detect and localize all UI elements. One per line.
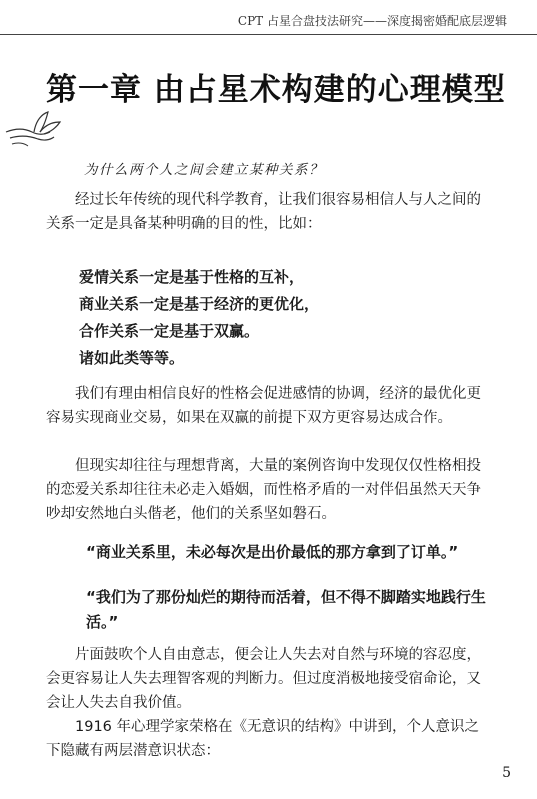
header-divider: [0, 34, 537, 35]
page-number: 5: [502, 765, 511, 781]
list-item: 商业关系一定是基于经济的更优化，: [79, 295, 320, 313]
paragraph: 片面鼓吹个人自由意志，便会让人失去对自然与环境的容忍度，会更容易让人失去理智客观的判断力。但过度消极地接受宿命论，又会让人失去自我价值。: [46, 647, 481, 711]
paragraph: 我们有理由相信良好的性格会促进感情的协调，经济的最优化更容易实现商业交易，如果在双赢的前提下双方更容易达成合作。: [46, 386, 481, 426]
paragraph: 经过长年传统的现代科学教育，让我们很容易相信人与人之间的关系一定是具备某种明确的目的性，比如：: [46, 192, 481, 232]
chapter-title: 第一章 由占星术构建的心理模型: [46, 72, 506, 108]
quote: [46, 585, 486, 635]
list-item: 诸如此类等等。: [79, 349, 185, 367]
list-item: 爱情关系一定是基于性格的互补，: [79, 268, 305, 286]
hand-lotus-icon: [4, 102, 64, 152]
quote: [46, 540, 486, 565]
list-item: 合作关系一定是基于双赢。: [79, 322, 260, 340]
quote-text: “我们为了那份灿烂的期待而活着，但不得不脚踏实地践行生活。”: [86, 588, 486, 631]
quote-text: “商业关系里，未必每次是出价最低的那方拿到了订单。”: [86, 543, 459, 561]
running-header: CPT 占星合盘技法研究——深度揭密婚配底层逻辑: [237, 14, 507, 28]
paragraph: 1916 年心理学家荣格在《无意识的结构》中讲到，个人意识之下隐藏有两层潜意识状态：: [46, 719, 480, 759]
paragraph: 但现实却往往与理想背离，大量的案例咨询中发现仅仅性格相投的恋爱关系却往往未必走入婚姻，而性格矛盾的一对伴侣虽然天天争吵却安然地白头偕老，他们的关系坚如磐石。: [46, 458, 481, 522]
chapter-subtitle: 为什么两个人之间会建立某种关系？: [84, 162, 324, 178]
